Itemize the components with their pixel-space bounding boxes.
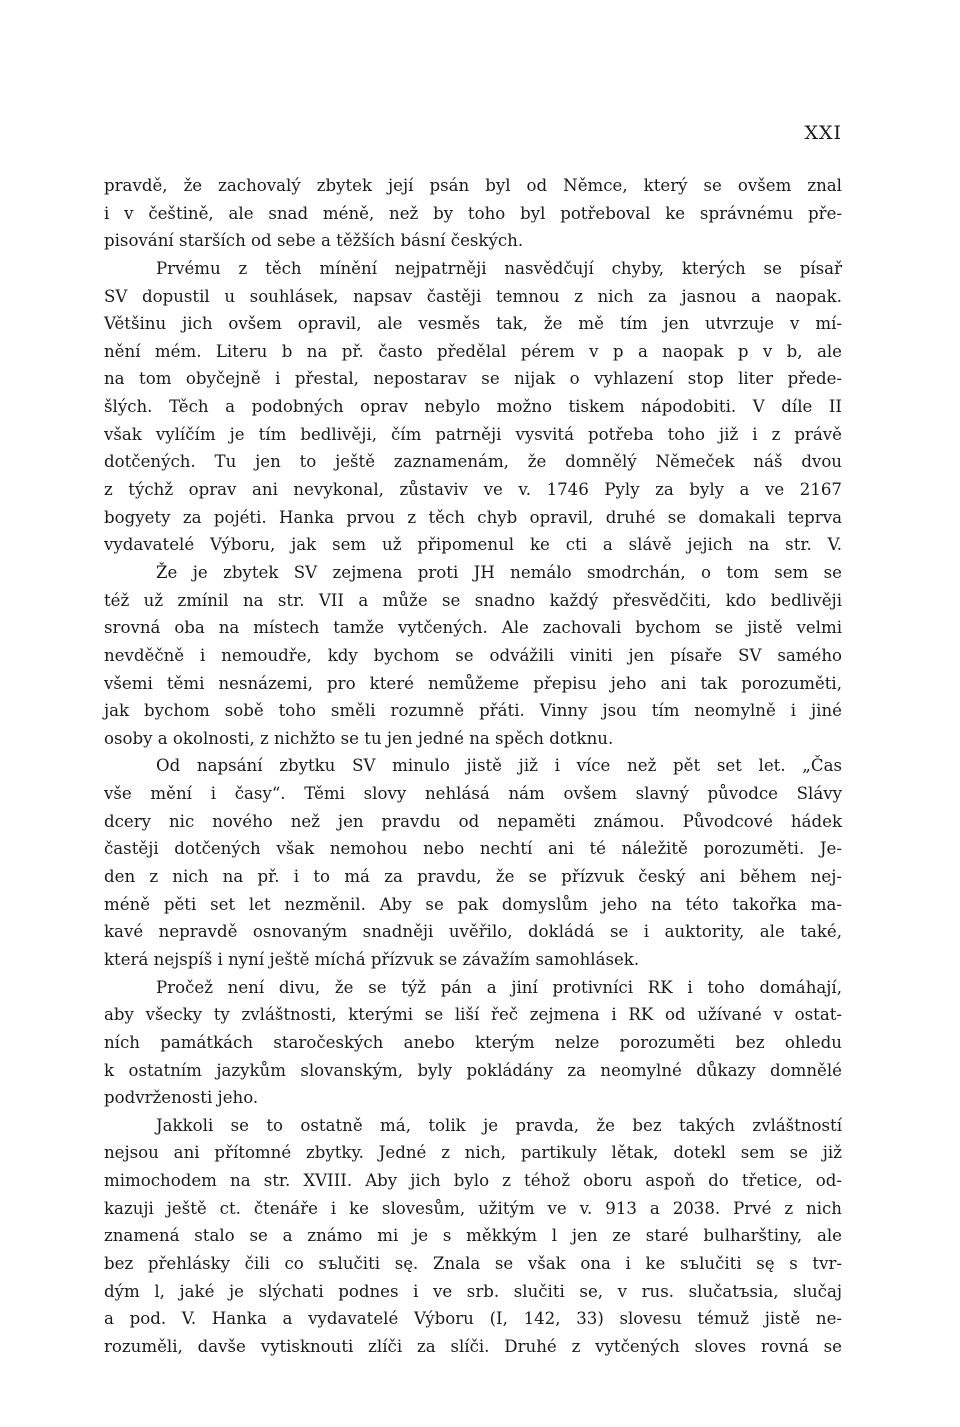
- text-line: šlých. Těch a podobných oprav nebylo možno tiskem nápodobiti. V díle II: [104, 397, 842, 417]
- text-line: též už zmínil na str. VII a může se snadno každý přesvědčiti, kdo bedlivěji: [104, 590, 842, 610]
- text-line: mimochodem na str. XVIII. Aby jich bylo z téhož oboru aspoň do třetice, od-: [104, 1171, 842, 1191]
- text-line: osoby a okolnosti, z nichžto se tu jen jedné na spěch dotknu.: [104, 728, 614, 748]
- page-number: XXI: [804, 122, 842, 144]
- text-line: Pročež není divu, že se týž pán a jiní protivníci RK i toho domáhají,: [156, 977, 842, 997]
- text-line: nevděčně i nemoudře, kdy bychom se odvážili viniti jen písaře SV samého: [104, 645, 842, 665]
- text-line: jak bychom sobě toho směli rozumně přáti. Vinny jsou tím neomylně i jiné: [104, 701, 842, 721]
- text-line: bogyety za pojéti. Hanka prvou z těch chyb opravil, druhé se domakali teprva: [104, 507, 842, 527]
- text-line: rozuměli, davše vytisknouti zlíči za slíči. Druhé z vytčených sloves rovná se: [104, 1336, 842, 1356]
- text-line: znamená stalo se a známo mi je s měkkým l jen ze staré bulharštiny, ale: [104, 1226, 842, 1246]
- body-text: [104, 172, 842, 1361]
- text-line: aby všecky ty zvláštnosti, kterými se liší řeč zejmena i RK od užívané v ostat-: [104, 1005, 842, 1025]
- text-line: na tom obyčejně i přestal, nepostarav se nijak o vyhlazení stop liter přede-: [104, 369, 842, 389]
- text-line: vše mění i časy“. Těmi slovy nehlásá nám ovšem slavný původce Slávy: [104, 784, 842, 804]
- text-line: k ostatním jazykům slovanským, byly pokládány za neomylné důkazy domnělé: [104, 1060, 842, 1080]
- text-line: pravdě, že zachovalý zbytek její psán byl od Němce, který se ovšem znal: [104, 176, 842, 195]
- text-line: nění mém. Literu b na př. často předělal pérem v p a naopak p v b, ale: [104, 341, 842, 361]
- text-line: všemi těmi nesnázemi, pro které nemůžeme přepisu jeho ani tak porozuměti,: [104, 673, 842, 693]
- text-line: častěji dotčených však nemohou nebo nechtí ani té náležitě porozuměti. Je-: [104, 839, 842, 859]
- text-line: kazuji ještě ct. čtenáře i ke slovesům, užitým ve v. 913 a 2038. Prvé z nich: [104, 1198, 842, 1218]
- text-line: z týchž oprav ani nevykonal, zůstaviv ve v. 1746 Pyly za byly a ve 2167: [104, 480, 842, 500]
- text-line: Většinu jich ovšem opravil, ale vesměs tak, že mě tím jen utvrzuje v mí-: [104, 314, 842, 334]
- text-line: Jakkoli se to ostatně má, tolik je pravda, že bez takých zvláštností: [156, 1115, 842, 1135]
- text-line: dotčených. Tu jen to ještě zaznamenám, že domnělý Němeček náš dvou: [104, 452, 842, 472]
- text-line: a pod. V. Hanka a vydavatelé Výboru (I, 142, 33) slovesu témuž jistě ne-: [104, 1309, 842, 1329]
- text-line: i v češtině, ale snad méně, než by toho byl potřeboval ke správnému pře-: [104, 203, 842, 223]
- text-line: dým l, jaké je slýchati podnes i ve srb. slučiti se, v rus. slučatъsia, slučaj: [104, 1281, 842, 1301]
- text-line: nejsou ani přítomné zbytky. Jedné z nich, partikuly lětak, dotekl sem se již: [104, 1143, 842, 1163]
- text-line: Že je zbytek SV zejmena proti JH nemálo smodrchán, o tom sem se: [156, 562, 842, 582]
- text-line: vydavatelé Výboru, jak sem už připomenul ke cti a slávě jejich na str. V.: [104, 535, 842, 555]
- text-line: den z nich na př. i to má za pravdu, že se přízvuk český ani během nej-: [104, 867, 842, 887]
- text-line: která nejspíš i nyní ještě míchá přízvuk se závažím samohlásek.: [104, 949, 640, 969]
- text-line: podvrženosti jeho.: [104, 1088, 259, 1108]
- text-line: pisování starších od sebe a těžších básní českých.: [104, 231, 524, 251]
- text-line: dcery nic nového než jen pravdu od nepaměti známou. Původcové hádek: [104, 811, 842, 831]
- text-line: Od napsání zbytku SV minulo jistě již i více než pět set let. „Čas: [156, 756, 842, 776]
- text-line: však vylíčím je tím bedlivěji, čím patrněji vysvitá potřeba toho již i z právě: [104, 424, 842, 444]
- text-line: ních památkách staročeských anebo kterým nelze porozuměti bez ohledu: [104, 1032, 842, 1052]
- text-line: méně pěti set let nezměnil. Aby se pak domyslům jeho na této takořka ma-: [104, 894, 842, 914]
- text-line: srovná oba na místech tamže vytčených. Ale zachovali bychom se jistě velmi: [104, 618, 842, 638]
- text-line: SV dopustil u souhlásek, napsav častěji temnou z nich za jasnou a naopak.: [104, 286, 842, 306]
- text-line: kavé nepravdě osnovaným snadněji uvěřilo, dokládá se i auktority, ale také,: [104, 922, 842, 942]
- text-line: Prvému z těch mínění nejpatrněji nasvědčují chyby, kterých se písař: [156, 258, 842, 278]
- text-line: bez přehlásky čili co sъlučiti sę. Znala se však ona i ke sъlučiti sę s tvr-: [104, 1253, 842, 1273]
